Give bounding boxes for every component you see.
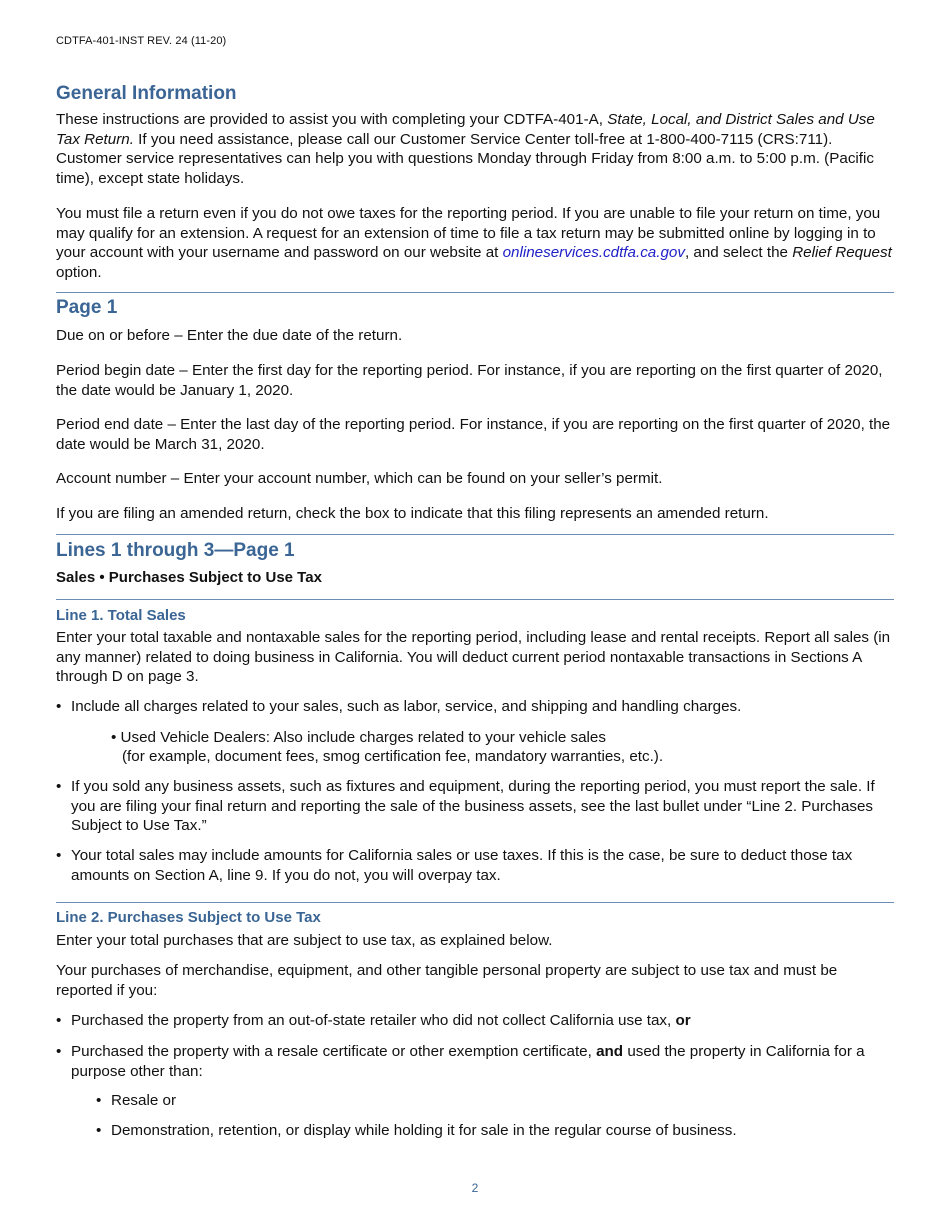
general-paragraph-1 [56,110,896,188]
line-1-sub-bullet-line-1: • Used Vehicle Dealers: Also include charges related to your vehicle sales [111,729,606,746]
form-number: CDTFA-401-INST REV. 24 (11-20) [56,35,227,47]
account-number-paragraph: Account number – Enter your account number, which can be found on your seller’s permit. [56,470,663,487]
bullet-icon: • [96,1122,102,1139]
line-1-bullet-3: Your total sales may include amounts for California sales or use taxes. If this is the case, be sure to deduct those tax amounts on Section A, line 9. If you do not, you will overpay tax. [71,847,853,884]
line-1-sub-bullet-line-2: (for example, document fees, smog certification fee, mandatory warranties, etc.). [122,748,664,765]
line-2-bullet-2-bold: and [596,1043,624,1060]
line-2-sub-bullet-1: Resale or [111,1092,176,1109]
line-2-intro: Enter your total purchases that are subject to use tax, as explained below. [56,932,553,949]
relief-request-italic: Relief Request [792,244,892,261]
line-2-bullet-2 [71,1042,896,1081]
general-p2-text-c: option. [56,263,102,281]
line-2-bullet-1 [71,1011,896,1031]
line-2-bullet-2-text-b: used the property in California for a purpose other than: [71,1043,865,1080]
general-p2-text-a: You must file a return even if you do not owe taxes for the reporting period. If you are unable to file your return on time, you may qualify for an extension. A request for an extension of time to file a tax return may be submitted online by logging in to your account with your username and password on our website at [56,205,881,261]
bullet-icon: • [56,778,62,795]
bullet-icon: • [56,1043,62,1060]
amended-return-paragraph: If you are filing an amended return, check the box to indicate that this filing represents an amended return. [56,505,769,522]
section-title-lines-1-3: Lines 1 through 3—Page 1 [56,540,295,561]
general-p1-text-a: These instructions are provided to assist you with completing your CDTFA-401-A, [56,111,608,128]
line-1-title: Line 1. Total Sales [56,607,186,624]
general-p1-text-b: If you need assistance, please call our Customer Service Center toll-free at 1-800-400-7115 (CRS:711). Customer service representatives can help you with questions Monday through Friday from 8:00 a.m. to 5:00 p.m. (Pacific time), except state holidays. [56,130,874,187]
period-begin-paragraph: Period begin date – Enter the first day for the reporting period. For instance, if you are reporting on the first quarter of 2020, the date would be January 1, 2020. [56,362,883,399]
section-subtitle: Sales • Purchases Subject to Use Tax [56,569,322,586]
divider [56,599,894,600]
divider [56,534,894,535]
bullet-icon: • [56,698,62,715]
line-2-sub-bullet-2: Demonstration, retention, or display while holding it for sale in the regular course of business. [111,1122,737,1139]
line-1-intro: Enter your total taxable and nontaxable sales for the reporting period, including lease and rental receipts. Report all sales (in any manner) related to doing business in California. You will deduct current period nontaxable transactions in Sections A through D on page 3. [56,629,891,685]
section-title-general-information: General Information [56,83,237,104]
line-2-bullet-2-text-a: Purchased the property with a resale certificate or other exemption certificate, [71,1043,597,1060]
bullet-icon: • [56,847,62,864]
section-title-page-1: Page 1 [56,297,118,318]
line-1-bullet-2: If you sold any business assets, such as fixtures and equipment, during the reporting period, you must report the sale. If you are filing your final return and reporting the sale of the business assets, see the last bullet under “Line 2. Purchases Subject to Use Tax.” [71,778,875,834]
bullet-icon: • [56,1012,62,1029]
general-paragraph-2 [56,204,896,282]
line-2-paragraph: Your purchases of merchandise, equipment, and other tangible personal property are subject to use tax and must be reported if you: [56,962,838,999]
line-2-bullet-1-text: Purchased the property from an out-of-state retailer who did not collect California use tax, [71,1012,676,1029]
due-date-paragraph: Due on or before – Enter the due date of the return. [56,327,403,344]
line-2-title: Line 2. Purchases Subject to Use Tax [56,909,321,926]
general-p2-text-b: , and select the [684,244,793,261]
line-1-bullet-1: Include all charges related to your sales, such as labor, service, and shipping and handling charges. [71,698,742,715]
form-title-italic: State, Local, and District Sales and Use Tax Return. [56,111,875,148]
line-2-bullet-1-bold: or [675,1012,691,1029]
period-end-paragraph: Period end date – Enter the last day of the reporting period. For instance, if you are reporting on the first quarter of 2020, the date would be March 31, 2020. [56,416,891,453]
bullet-icon: • [96,1092,102,1109]
page-number: 2 [471,1181,479,1195]
divider [56,292,894,293]
divider [56,902,894,903]
online-services-link[interactable]: onlineservices.cdtfa.ca.gov [502,244,685,261]
